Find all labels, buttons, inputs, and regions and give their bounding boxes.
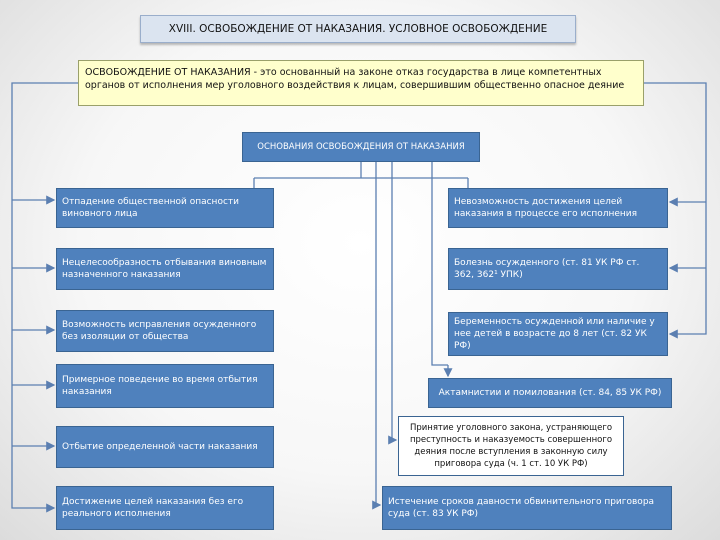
definition-box: ОСВОБОЖДЕНИЕ ОТ НАКАЗАНИЯ - это основанный на законе отказ государства в лице компетентных органов от исполнения мер уголовного воздействия к лицам, совершившим общественно опасное деяние xyxy=(78,60,644,106)
right-item-1: Невозможность достижения целей наказания в процессе его исполнения xyxy=(448,188,668,228)
right-item-3: Беременность осужденной или наличие у нее детей в возрасте до 8 лет (ст. 82 УК РФ) xyxy=(448,312,668,356)
page-title: XVIII. ОСВОБОЖДЕНИЕ ОТ НАКАЗАНИЯ. УСЛОВНОЕ ОСВОБОЖДЕНИЕ xyxy=(140,15,576,43)
left-item-3: Возможность исправления осужденного без изоляции от общества xyxy=(56,310,274,352)
left-item-5: Отбытие определенной части наказания xyxy=(56,426,274,468)
left-item-2: Нецелесообразность отбывания виновным назначенного наказания xyxy=(56,248,274,290)
right-item-2: Болезнь осужденного (ст. 81 УК РФ ст. 362, 362¹ УПК) xyxy=(448,248,668,290)
right-item-4: Актамнистии и помилования (ст. 84, 85 УК РФ) xyxy=(428,378,672,408)
left-item-6: Достижение целей наказания без его реального исполнения xyxy=(56,486,274,530)
right-item-6: Истечение сроков давности обвинительного приговора суда (ст. 83 УК РФ) xyxy=(382,486,672,530)
right-item-5: Принятие уголовного закона, устраняющего преступность и наказуемость совершенного деяния после вступления в законную силу приговора суда (ч. 1 ст. 10 УК РФ) xyxy=(398,416,624,476)
left-item-4: Примерное поведение во время отбытия наказания xyxy=(56,364,274,408)
left-item-1: Отпадение общественной опасности виновного лица xyxy=(56,188,274,228)
grounds-heading: ОСНОВАНИЯ ОСВОБОЖДЕНИЯ ОТ НАКАЗАНИЯ xyxy=(242,132,480,162)
